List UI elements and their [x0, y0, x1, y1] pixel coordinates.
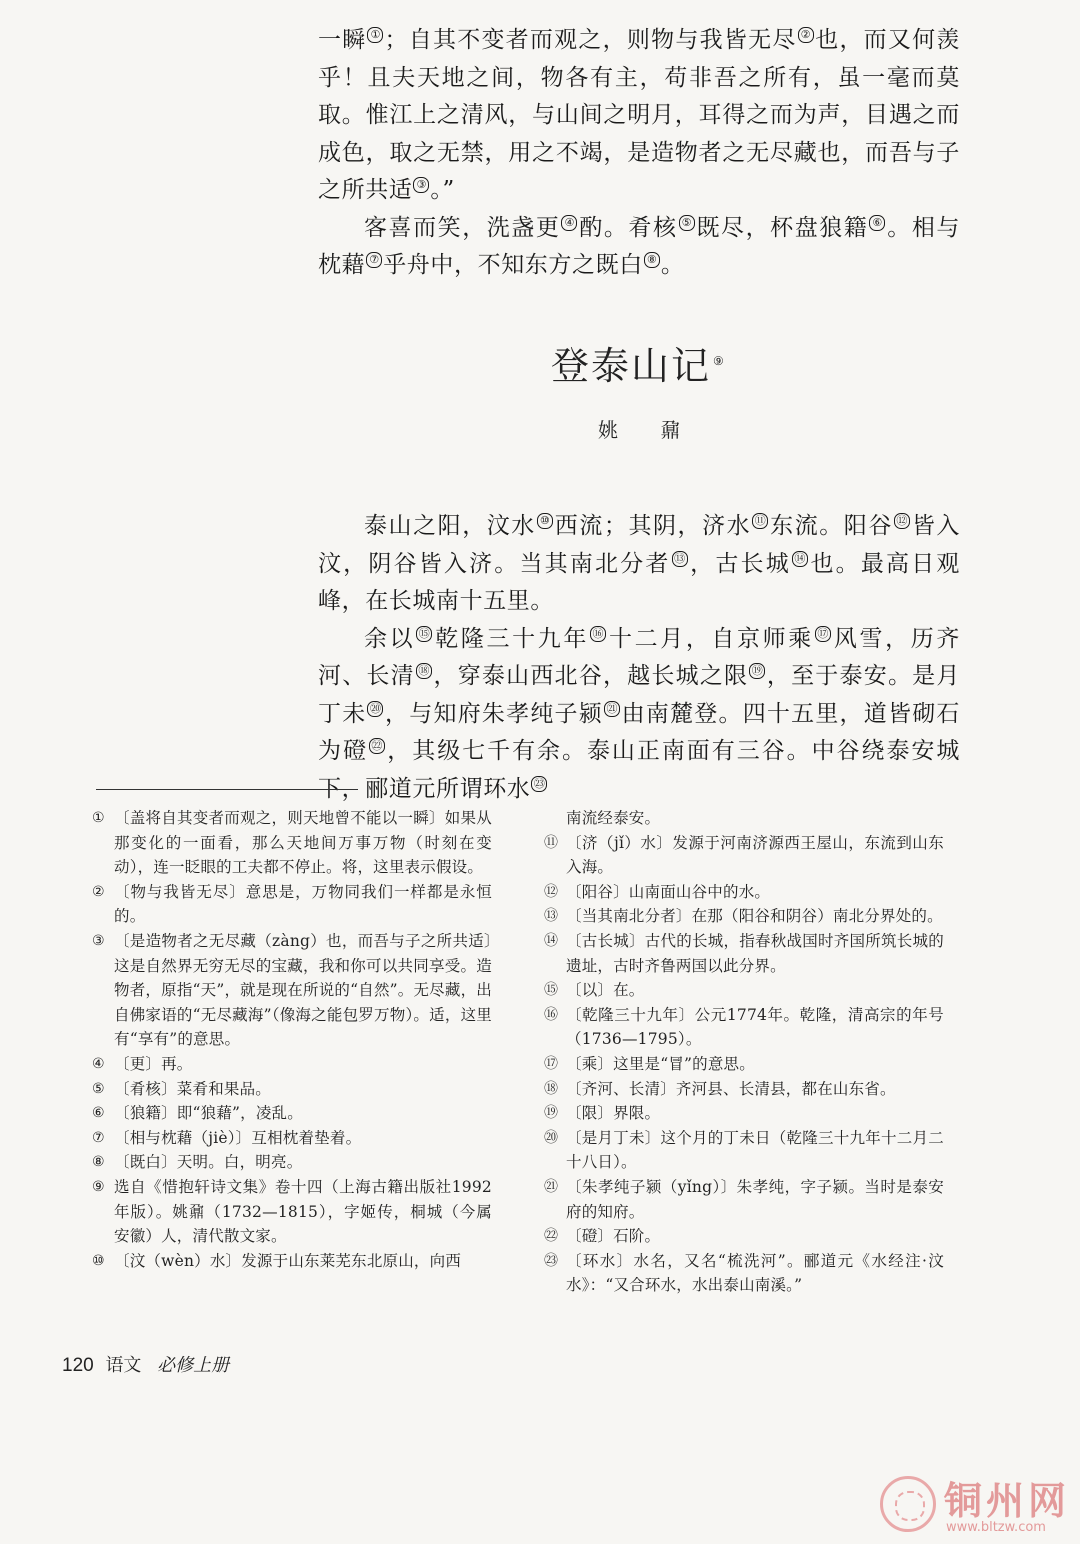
- text-run: 风雪，历齐河、长清: [318, 625, 960, 689]
- footnote: [92, 1249, 492, 1274]
- footnote-number: ㉒: [544, 1228, 559, 1245]
- footnote: [544, 831, 944, 880]
- text-run: ，古长城: [688, 550, 791, 577]
- footnote-number: ⑩: [92, 1252, 105, 1269]
- footnote-number: ㉓: [544, 1252, 559, 1269]
- footnote-number: ⑥: [92, 1105, 105, 1122]
- book-volume: 必修上册: [157, 1355, 230, 1376]
- footnote-ref: ③: [413, 177, 429, 193]
- footnote: [92, 929, 492, 1052]
- essay-title: [551, 335, 726, 390]
- footnote-text: 〔乾隆三十九年〕公元1774年。乾隆，清高宗的年号（1736—1795）。: [566, 1005, 944, 1049]
- footnote: [92, 1077, 492, 1102]
- paragraph: [318, 22, 960, 210]
- text-run: 西流；其阴，济水: [553, 513, 752, 539]
- footnote-ref: ㉓: [531, 776, 547, 792]
- footnote-number: ⑯: [544, 1006, 559, 1023]
- footnotes-left-column: [92, 806, 492, 1273]
- text-run: ，至于泰安。是月丁未: [318, 663, 960, 727]
- footnote-number: ⑭: [544, 932, 559, 949]
- footnote-number: ⑧: [92, 1154, 105, 1171]
- text-run: 也，而又何羡乎！且夫天地之间，物各有主，苟非吾之所有，虽一毫而莫取。惟江上之清风，与山间之明月，耳得之而为声，目遇之而成色，取之无禁，用之不竭，是造物者之无尽藏也，而吾与子之所共适: [318, 27, 960, 203]
- text-run: 泰山之阳，汶水: [364, 513, 536, 539]
- footnote-number: ⑲: [544, 1105, 559, 1122]
- footnote-ref: ⑳: [367, 701, 383, 717]
- footnote-text: 〔阳谷〕山南面山谷中的水。: [566, 882, 771, 901]
- footnote-text: 〔是月丁未〕这个月的丁未日（乾隆三十九年十二月二十八日）。: [566, 1128, 944, 1172]
- footnote-ref: ⑭: [792, 551, 808, 567]
- footnote-number: ⑤: [92, 1080, 105, 1097]
- text-run: ，与知府朱孝纯子颍: [384, 700, 603, 727]
- footnote-ref: ⑤: [679, 215, 695, 231]
- text-run: 由南麓登。四十五里，道皆砌石为磴: [318, 700, 961, 764]
- footnote-ref: ⑪: [752, 513, 768, 529]
- text-run: 。: [660, 252, 685, 278]
- footnote-ref: ⑫: [894, 513, 910, 529]
- footnote-text: 〔环水〕水名，又名“梳洗河”。郦道元《水经注·汶水》：“又合环水，水出泰山南溪。”: [566, 1251, 944, 1295]
- footnote-text: 〔磴〕石阶。: [566, 1227, 661, 1246]
- footnote-ref: ④: [561, 215, 577, 231]
- footnote-number: ⑫: [544, 883, 559, 900]
- footnote-ref: ①: [367, 27, 383, 43]
- footnote: [92, 1175, 492, 1249]
- book-subject: 语文: [105, 1355, 142, 1376]
- footnote: [544, 1126, 944, 1175]
- footnote: [544, 1101, 944, 1126]
- text-run: 皆入汶，阴谷皆入济。当其南北分者: [318, 513, 961, 577]
- footnote: [544, 1175, 944, 1224]
- footnote: [544, 929, 944, 978]
- footnote-ref: ㉒: [369, 738, 385, 754]
- footnote-text: 〔齐河、长清〕齐河县、长清县，都在山东省。: [566, 1079, 896, 1098]
- footnote-ref: ⑰: [815, 626, 831, 642]
- footnote-number: ①: [92, 810, 105, 826]
- footnote-number: ③: [92, 932, 105, 949]
- footnote: [544, 904, 944, 929]
- footnote-text: 选自《惜抱轩诗文集》卷十四（上海古籍出版社1992年版）。姚鼐（1732—1815），字姬传，桐城（今属安徽）人，清代散文家。: [114, 1177, 492, 1246]
- footnote-text: 〔朱孝纯子颍（yǐng）〕朱孝纯，字子颍。当时是泰安府的知府。: [566, 1177, 944, 1221]
- footnote-ref: ⑲: [749, 663, 765, 679]
- watermark-url: www.bltzw.com: [946, 1520, 1046, 1535]
- footnote-text: 〔既白〕天明。白，明亮。: [114, 1153, 303, 1172]
- footnote-ref: ②: [798, 27, 814, 43]
- footnote: [544, 1224, 944, 1249]
- footnote-ref: ⑮: [416, 626, 432, 642]
- footnote: [544, 978, 944, 1003]
- text-run: ，穿泰山西北谷，越长城之限: [432, 663, 749, 689]
- footnote-text: 〔汶（wèn）水〕发源于山东莱芜东北原山，向西: [114, 1251, 462, 1270]
- footnote-number: ⑨: [92, 1178, 105, 1195]
- footnote: [92, 1150, 492, 1175]
- watermark-name: 铜州网: [944, 1478, 1071, 1523]
- text-run: ，其级七千有余。泰山正南面有三谷。中谷绕泰安城下，郦道元所谓环水: [318, 738, 960, 802]
- site-watermark: [878, 1470, 1078, 1540]
- paragraph: [318, 508, 960, 621]
- text-run: 一瞬: [318, 27, 367, 53]
- footnote-number: ㉑: [544, 1178, 559, 1195]
- footnote: [92, 1101, 492, 1126]
- text-run: 东流。阳谷: [769, 513, 893, 539]
- footnote: [92, 880, 492, 929]
- footnote-number: ④: [92, 1055, 105, 1072]
- footnote-text: 〔古长城〕古代的长城，指春秋战国时齐国所筑长城的遗址，古时齐鲁两国以此分界。: [566, 931, 944, 975]
- text-run: 也。最高日观峰，在长城南十五里。: [318, 550, 961, 614]
- footnote-number: ⑰: [544, 1055, 559, 1072]
- essay-title-text: 登泰山记: [551, 344, 712, 388]
- footnote: [544, 806, 944, 831]
- text-run: 酌。肴核: [578, 214, 678, 241]
- text-run: ；自其不变者而观之，则物与我皆无尽: [384, 27, 797, 53]
- footnote-number: ⑬: [544, 908, 559, 925]
- footnote: [92, 806, 492, 880]
- footnote-text: 〔当其南北分者〕在那（阳谷和阴谷）南北分界处的。: [566, 907, 943, 926]
- footnote-text: 〔更〕再。: [114, 1054, 193, 1073]
- footnote: [92, 1126, 492, 1151]
- text-run: 。相与枕藉: [318, 214, 960, 278]
- text-run: 十二月，自京师乘: [606, 625, 814, 652]
- footnote: [544, 1249, 944, 1298]
- title-note-ref: ⑨: [713, 354, 726, 369]
- footnote: [92, 1052, 492, 1077]
- footnote: [544, 1003, 944, 1052]
- page-number: 120: [62, 1355, 94, 1376]
- footnote-number: ⑪: [544, 834, 559, 851]
- text-run: 乾隆三十九年: [433, 625, 589, 652]
- author-name: 姚 鼐: [598, 418, 699, 442]
- footnote-ref: ⑧: [644, 252, 660, 268]
- footnote: [544, 880, 944, 905]
- footnote-text: 〔乘〕这里是“冒”的意思。: [566, 1054, 755, 1073]
- footnote-divider: [96, 789, 358, 790]
- footnote-number: ⑳: [544, 1129, 559, 1146]
- footnote-text: 〔相与枕藉（jiè）〕互相枕着垫着。: [114, 1128, 362, 1147]
- footnote-number: ⑮: [544, 982, 559, 999]
- footnote-text: 〔盖将自其变者而观之，则天地曾不能以一瞬〕如果从那变化的一面看，那么天地间万事万物（时刻在变动），连一眨眼的工夫都不停止。将，这里表示假设。: [114, 809, 492, 877]
- watermark-seal-icon: [880, 1476, 936, 1532]
- footnote-ref: ⑥: [869, 215, 885, 231]
- footnote-ref: ⑯: [590, 626, 606, 642]
- footnotes-right-column: [544, 806, 944, 1298]
- footnote-text: 〔以〕在。: [566, 981, 645, 1000]
- footnote-text: 〔济（jǐ）水〕发源于河南济源西王屋山，东流到山东入海。: [566, 833, 944, 877]
- prose-continuation: [318, 22, 960, 285]
- text-run: 客喜而笑，洗盏更: [364, 214, 561, 241]
- prose-body: [318, 508, 960, 808]
- footnote-text: 〔肴核〕菜肴和果品。: [114, 1079, 272, 1098]
- footnote-text: 〔狼籍〕即“狼藉”，凌乱。: [114, 1104, 303, 1123]
- footnote-number: ②: [92, 883, 105, 900]
- footnote-ref: ㉑: [604, 701, 620, 717]
- paragraph: [318, 210, 960, 285]
- text-run: 。”: [430, 177, 455, 203]
- footnote-ref: ⑱: [416, 663, 432, 679]
- footnote-text: 南流经泰安。: [566, 809, 661, 827]
- footnote-number: ⑱: [544, 1080, 559, 1097]
- text-run: 余以: [364, 625, 416, 652]
- footnote: [544, 1077, 944, 1102]
- footnote-number: ⑦: [92, 1129, 105, 1146]
- text-run: 乎舟中，不知东方之既白: [383, 252, 643, 278]
- footnote-text: 〔物与我皆无尽〕意思是，万物同我们一样都是永恒的。: [114, 882, 492, 926]
- text-run: 既尽，杯盘狼籍: [695, 214, 869, 241]
- footnote: [544, 1052, 944, 1077]
- footnote-text: 〔是造物者之无尽藏（zàng）也，而吾与子之所共适〕这是自然界无穷无尽的宝藏，我和你可以共同享受。造物者，原指“天”，就是现在所说的“自然”。无尽藏，出自佛家语的“无尽藏海”（像海之能包罗万物）。适，这里有“享有”的意思。: [114, 931, 492, 1049]
- footnote-text: 〔限〕界限。: [566, 1104, 661, 1123]
- footnote-ref: ⑩: [537, 513, 553, 529]
- footnote-ref: ⑬: [672, 551, 688, 567]
- paragraph: [318, 621, 960, 809]
- footnote-ref: ⑦: [366, 252, 382, 268]
- page-footer: [62, 1351, 229, 1377]
